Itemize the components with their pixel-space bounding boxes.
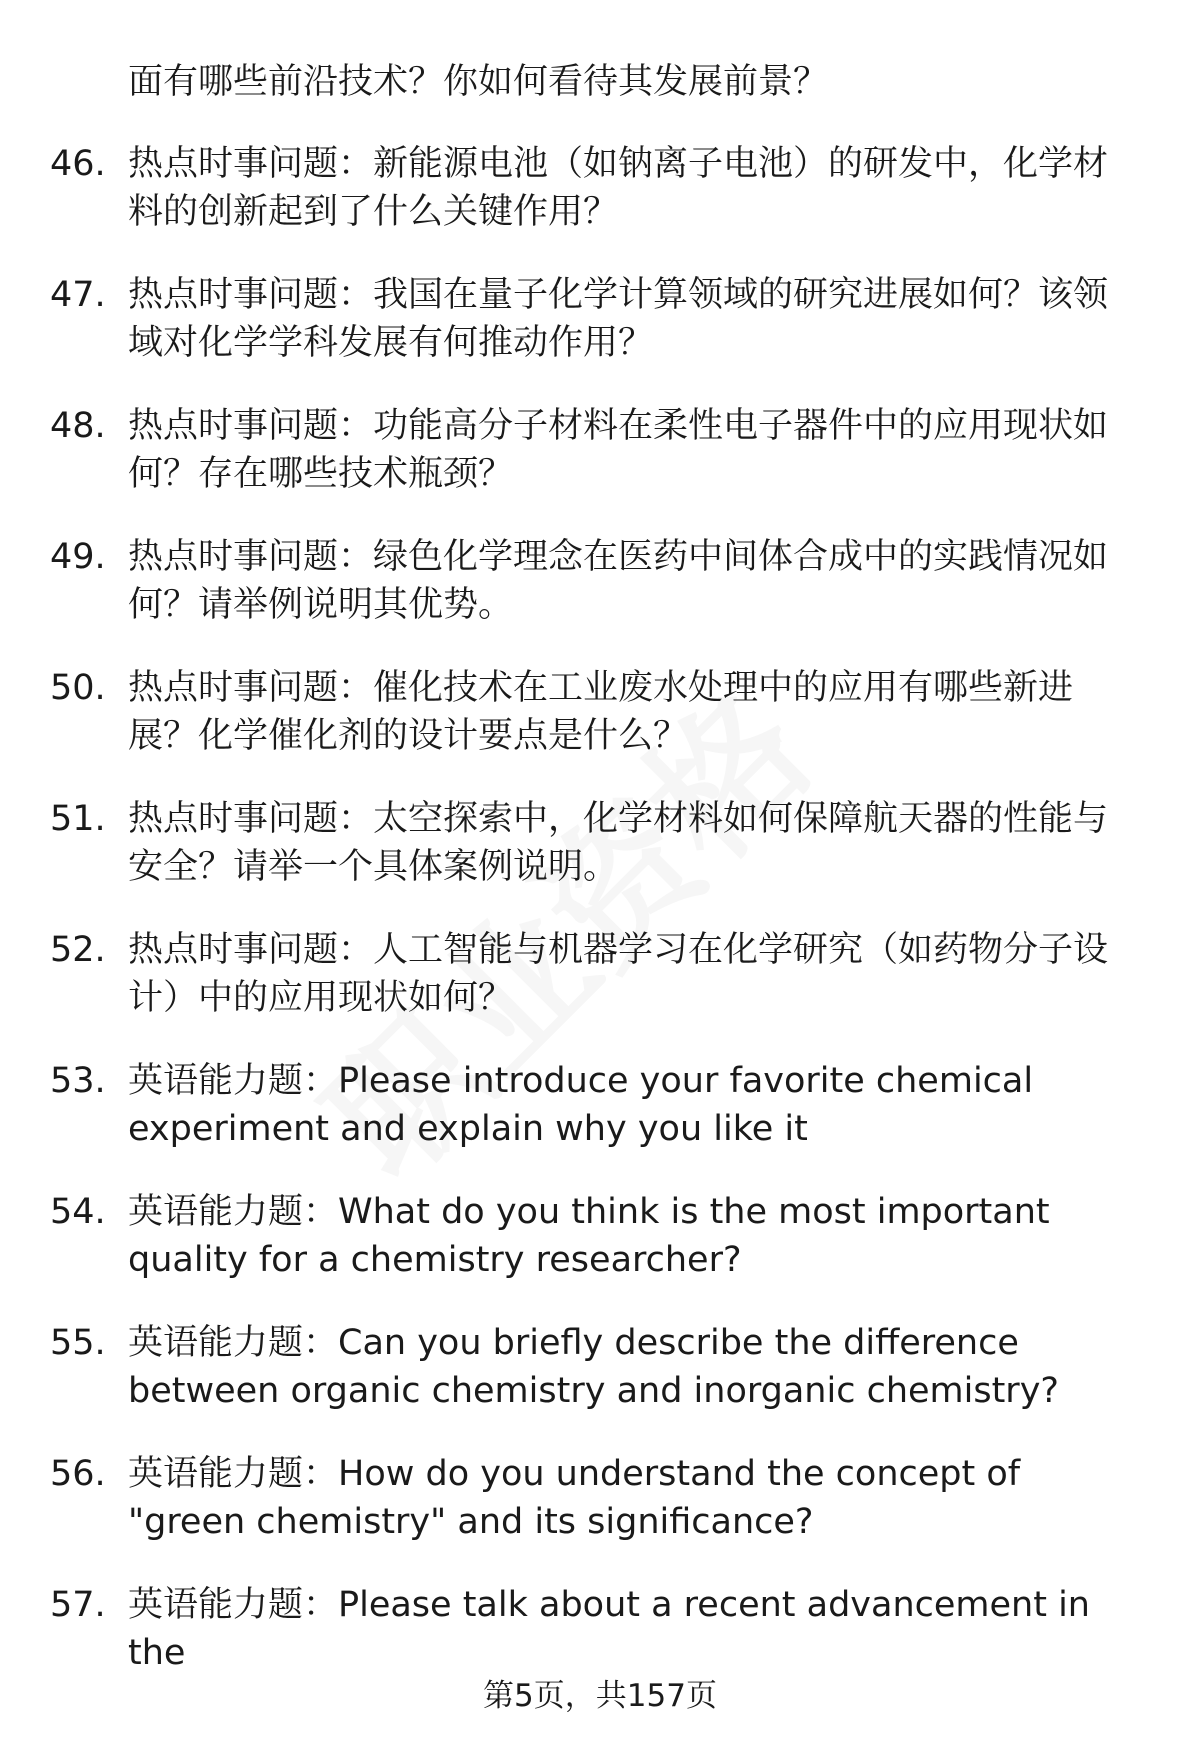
question-number: 53. [50,1061,106,1101]
question-text: 英语能力题：Please talk about a recent advancement in the [128,1585,1090,1673]
question-text: 热点时事问题：人工智能与机器学习在化学研究（如药物分子设计）中的应用现状如何？ [128,930,1109,1018]
question-item [0,664,1200,795]
question-item [0,1057,1200,1188]
question-text: 英语能力题：Please introduce your favorite chemical experiment and explain why you like it [128,1061,1034,1149]
question-text: 热点时事问题：新能源电池（如钠离子电池）的研发中，化学材料的创新起到了什么关键作用？ [128,144,1109,232]
question-number: 57. [50,1585,106,1625]
question-text: 热点时事问题：我国在量子化学计算领域的研究进展如何？该领域对化学学科发展有何推动作用？ [128,275,1109,363]
question-number: 51. [50,799,106,839]
question-item [0,926,1200,1057]
page-footer: 第5页，共157页 [483,1678,717,1714]
question-text: 热点时事问题：太空探索中，化学材料如何保障航天器的性能与安全？请举一个具体案例说明。 [128,799,1109,887]
question-text: 英语能力题：What do you think is the most important quality for a chemistry researcher? [128,1192,1050,1280]
question-number: 55. [50,1323,106,1363]
question-number: 48. [50,406,106,446]
question-item [0,1450,1200,1581]
continuation-text: 面有哪些前沿技术？你如何看待其发展前景？ [128,62,829,102]
question-number: 56. [50,1454,106,1494]
question-number: 50. [50,668,106,708]
question-list [0,140,1200,1712]
question-number: 46. [50,144,106,184]
question-item [0,140,1200,271]
question-number: 49. [50,537,106,577]
question-item [0,1319,1200,1450]
question-text: 热点时事问题：绿色化学理念在医药中间体合成中的实践情况如何？请举例说明其优势。 [128,537,1109,625]
question-item [0,271,1200,402]
question-text: 热点时事问题：功能高分子材料在柔性电子器件中的应用现状如何？存在哪些技术瓶颈？ [128,406,1109,494]
question-text: 热点时事问题：催化技术在工业废水处理中的应用有哪些新进展？化学催化剂的设计要点是什么？ [128,668,1074,756]
question-text: 英语能力题：Can you briefly describe the difference between organic chemistry and inorganic chemistry? [128,1323,1059,1411]
question-item [0,795,1200,926]
question-item [0,402,1200,533]
question-text: 英语能力题：How do you understand the concept of "green chemistry" and its significance? [128,1454,1021,1542]
question-item [0,533,1200,664]
question-number: 54. [50,1192,106,1232]
question-item [0,1188,1200,1319]
question-number: 47. [50,275,106,315]
question-number: 52. [50,930,106,970]
